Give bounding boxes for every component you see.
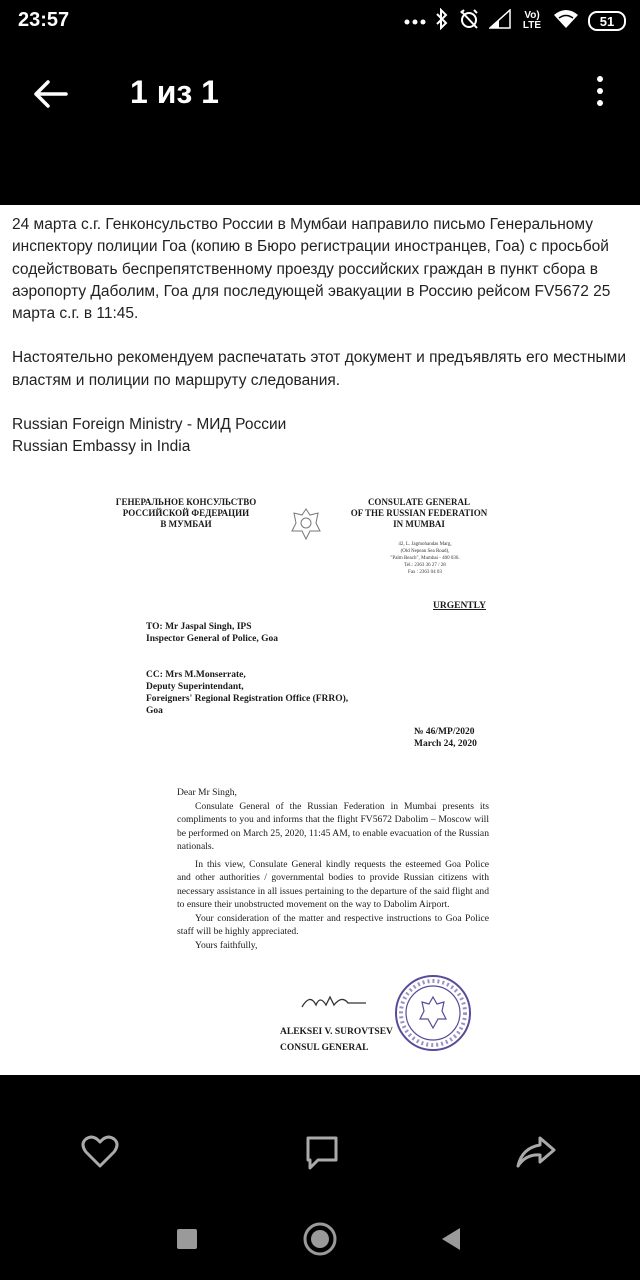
volte-icon <box>520 11 544 31</box>
body-paragraph: In this view, Consulate General kindly requests the esteemed Goa Police and other authorities / governmental bodies to provide Russian citizens with necessary assistance in all issues pertaining to the departure of the said flight and to ensure their unobstructed movement on the way to Dabolim Airport. <box>177 858 489 910</box>
message-paragraph-1: 24 марта с.г. Генконсульство России в Мумбаи направило письмо Генеральному инспектору полиции Гоа (копию в Бюро регистрации иностранцев, Гоа) с просьбой содействовать беспрепятственному проезду российских граждан в пункт сбора в аэропорту Даболим, Гоа для последующей эвакуации в Россию рейсом FV5672 25 марта с.г. в 11:45. <box>12 216 611 323</box>
reference-number: № 46/MP/2020 <box>414 727 475 737</box>
recipient-block <box>146 621 278 645</box>
message-content <box>0 205 640 1075</box>
home-circle-icon[interactable] <box>303 1222 337 1260</box>
bluetooth-icon <box>435 8 449 34</box>
dots-icon <box>404 8 426 34</box>
cc-line: Deputy Superintendant, <box>146 682 244 692</box>
alarm-off-icon <box>458 8 480 34</box>
more-vert-icon[interactable] <box>590 76 610 112</box>
letter-body <box>177 786 489 952</box>
urgently-label: URGENTLY <box>433 601 486 611</box>
recipient-line: TO: Mr Jaspal Singh, IPS <box>146 622 252 632</box>
recents-square-icon[interactable] <box>176 1228 198 1254</box>
heart-icon[interactable] <box>78 1130 122 1174</box>
reference-block <box>414 726 477 750</box>
signature-line-1: Russian Foreign Ministry - МИД России <box>12 416 287 434</box>
system-nav-bar <box>0 1210 640 1270</box>
letterhead-ru-line: ГЕНЕРАЛЬНОЕ КОНСУЛЬСТВО <box>115 497 257 507</box>
letter-date: March 24, 2020 <box>414 739 477 749</box>
address-line: Tel.: 2363 36 27 / 28 <box>404 563 446 568</box>
status-bar <box>0 0 640 44</box>
message-signature <box>12 414 627 459</box>
image-counter: 1 из 1 <box>130 74 219 110</box>
address-line: 42, L. Jagmohandas Marg, <box>398 542 452 547</box>
back-arrow-icon[interactable] <box>30 74 70 114</box>
address-line: (Old Nepean Sea Road), <box>400 549 450 554</box>
cc-line: Goa <box>146 706 163 716</box>
signature-line-2: Russian Embassy in India <box>12 438 191 456</box>
address-line: "Palm Beach", Mumbai - 400 036. <box>390 556 460 561</box>
letterhead-english <box>344 497 494 530</box>
action-bar <box>0 1130 640 1180</box>
wifi-icon <box>553 9 579 33</box>
letterhead-en-line: IN MUMBAI <box>393 519 445 529</box>
signer-title: CONSUL GENERAL <box>280 1043 369 1053</box>
letter-image[interactable] <box>110 497 510 1062</box>
handwritten-signature <box>300 991 370 1011</box>
closing: Yours faithfully, <box>195 939 258 951</box>
body-paragraph: Consulate General of the Russian Federation in Mumbai presents its compliments to you and informs that the flight FV5672 Dabolim – Moscow will be performed on March 25, 2020, 11:45 AM, to enable evacuation of the Russian nationals. <box>177 800 489 852</box>
letterhead-en-line: CONSULATE GENERAL <box>367 497 471 507</box>
battery-level: 51 <box>599 13 615 29</box>
comment-icon[interactable] <box>300 1130 344 1174</box>
share-icon[interactable] <box>514 1130 558 1174</box>
letterhead-ru-line: В МУМБАИ <box>160 519 212 529</box>
letterhead-ru-line: РОССИЙСКОЙ ФЕДЕРАЦИИ <box>122 508 250 518</box>
recipient-line: Inspector General of Police, Goa <box>146 634 279 644</box>
message-text <box>12 214 627 459</box>
battery-icon <box>588 11 626 31</box>
cc-block <box>146 669 348 717</box>
address-line: Fax : 2363 04 03 <box>408 570 442 575</box>
signer-name: ALEKSEI V. SUROVTSEV <box>280 1027 393 1037</box>
cc-line: Foreigners' Regional Registration Office (FRRO), <box>146 694 349 704</box>
body-paragraph: Your consideration of the matter and respective instructions to Goa Police staff will be highly appreciated. <box>177 912 489 937</box>
cc-line: CC: Mrs M.Monserrate, <box>146 670 246 680</box>
salutation: Dear Mr Singh, <box>177 787 237 798</box>
network-label: Vo) LTE <box>522 10 542 31</box>
app-bar <box>0 44 640 204</box>
letterhead-en-line: OF THE RUSSIAN FEDERATION <box>350 508 488 518</box>
signal-icon <box>489 9 511 33</box>
consulate-address <box>365 541 485 576</box>
status-icons <box>404 8 626 34</box>
status-time: 23:57 <box>18 9 70 31</box>
signer-block <box>280 1024 393 1056</box>
back-triangle-icon[interactable] <box>440 1226 462 1256</box>
official-stamp <box>393 973 473 1053</box>
letterhead-russian <box>110 497 262 530</box>
message-paragraph-2: Настоятельно рекомендуем распечатать этот документ и предъявлять его местными властям и полиции по маршруту следования. <box>12 349 626 389</box>
coat-of-arms-icon <box>286 503 326 543</box>
